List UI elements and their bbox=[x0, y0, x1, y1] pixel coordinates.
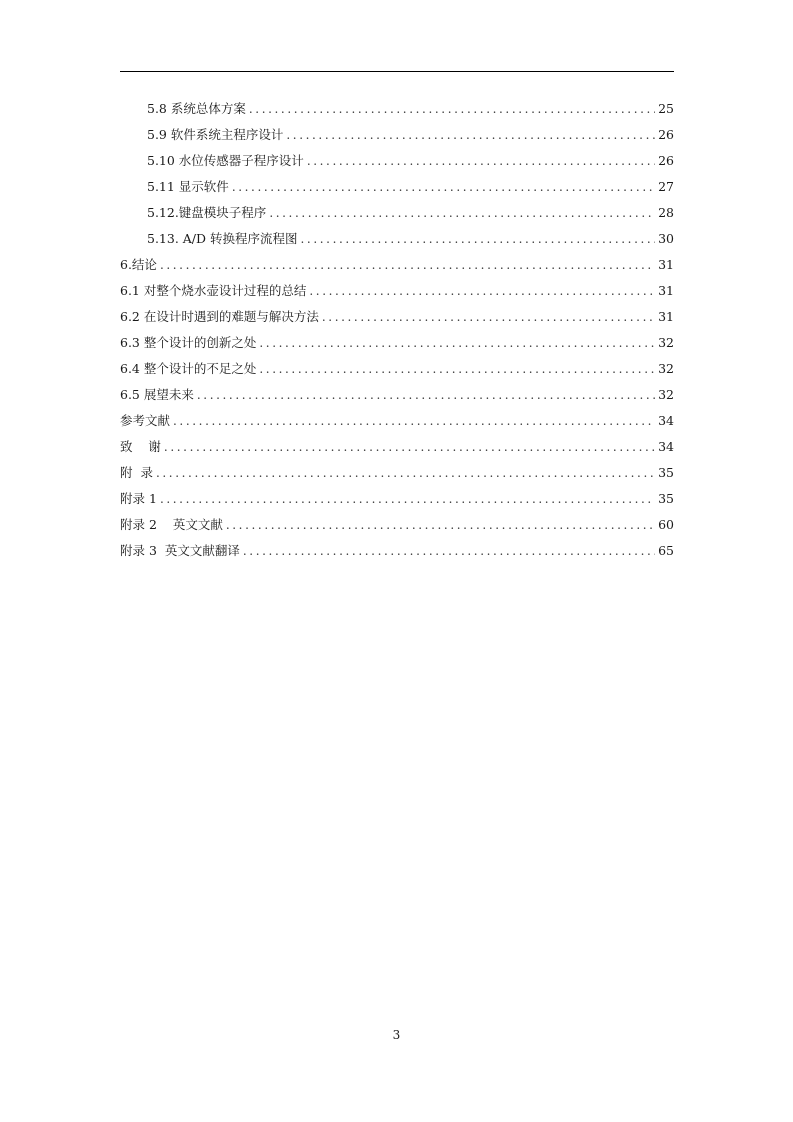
toc-entry-title: 6.3 整个设计的创新之处 bbox=[120, 335, 257, 350]
toc-entry-title: 6.2 在设计时遇到的难题与解决方法 bbox=[120, 309, 319, 324]
toc-entry-page: 31 bbox=[658, 309, 674, 324]
toc-entry-title: 6.5 展望未来 bbox=[120, 387, 194, 402]
toc-entry-title: 6.结论 bbox=[120, 257, 157, 272]
toc-entry-page: 26 bbox=[658, 153, 674, 168]
toc-entry-page: 35 bbox=[658, 491, 674, 506]
toc-entry[interactable] bbox=[120, 96, 674, 122]
toc-entry[interactable] bbox=[120, 460, 674, 486]
toc-leader-dots bbox=[156, 460, 655, 486]
toc-leader-dots bbox=[160, 252, 655, 278]
toc-leader-dots bbox=[269, 200, 655, 226]
table-of-contents bbox=[120, 96, 674, 564]
page-number: 3 bbox=[392, 1028, 401, 1042]
toc-entry[interactable] bbox=[120, 252, 674, 278]
toc-entry[interactable] bbox=[120, 512, 674, 538]
toc-entry-page: 31 bbox=[658, 257, 674, 272]
toc-entry-page: 34 bbox=[658, 439, 674, 454]
toc-entry[interactable] bbox=[120, 148, 674, 174]
toc-leader-dots bbox=[307, 148, 655, 174]
toc-entry-page: 35 bbox=[658, 465, 674, 480]
toc-entry[interactable] bbox=[120, 174, 674, 200]
toc-entry[interactable] bbox=[120, 486, 674, 512]
toc-entry-title: 5.12.键盘模块子程序 bbox=[147, 205, 267, 220]
toc-leader-dots bbox=[243, 538, 655, 564]
toc-entry-title: 5.11 显示软件 bbox=[147, 179, 229, 194]
toc-entry-page: 34 bbox=[658, 413, 674, 428]
toc-leader-dots bbox=[249, 96, 655, 122]
toc-leader-dots bbox=[197, 382, 655, 408]
toc-leader-dots bbox=[301, 226, 656, 252]
toc-entry-page: 25 bbox=[658, 101, 674, 116]
toc-leader-dots bbox=[259, 330, 655, 356]
toc-leader-dots bbox=[322, 304, 655, 330]
toc-leader-dots bbox=[164, 434, 655, 460]
toc-entry-title: 5.10 水位传感器子程序设计 bbox=[147, 153, 304, 168]
toc-entry[interactable] bbox=[120, 538, 674, 564]
toc-entry-page: 60 bbox=[658, 517, 674, 532]
toc-entry[interactable] bbox=[120, 382, 674, 408]
toc-entry-title: 附录 2 英文文献 bbox=[120, 517, 223, 532]
toc-leader-dots bbox=[259, 356, 655, 382]
toc-entry[interactable] bbox=[120, 330, 674, 356]
toc-entry-title: 6.1 对整个烧水壶设计过程的总结 bbox=[120, 283, 307, 298]
toc-entry-title: 附录 3 英文文献翻译 bbox=[120, 543, 240, 558]
toc-leader-dots bbox=[232, 174, 655, 200]
toc-entry[interactable] bbox=[120, 304, 674, 330]
toc-entry[interactable] bbox=[120, 356, 674, 382]
toc-entry-page: 28 bbox=[658, 205, 674, 220]
toc-entry-page: 32 bbox=[658, 335, 674, 350]
toc-leader-dots bbox=[226, 512, 655, 538]
toc-entry-title: 附录 1 bbox=[120, 491, 157, 506]
toc-entry-page: 30 bbox=[658, 231, 674, 246]
toc-entry-title: 5.13. A/D 转换程序流程图 bbox=[147, 231, 298, 246]
toc-leader-dots bbox=[286, 122, 655, 148]
toc-entry[interactable] bbox=[120, 226, 674, 252]
toc-entry-title: 5.9 软件系统主程序设计 bbox=[147, 127, 284, 142]
toc-entry-title: 致 谢 bbox=[120, 439, 161, 454]
toc-leader-dots bbox=[309, 278, 655, 304]
toc-entry[interactable] bbox=[120, 122, 674, 148]
toc-leader-dots bbox=[160, 486, 655, 512]
toc-entry-page: 26 bbox=[658, 127, 674, 142]
toc-entry-page: 27 bbox=[658, 179, 674, 194]
toc-entry-title: 参考文献 bbox=[120, 413, 171, 428]
toc-entry-page: 65 bbox=[658, 543, 674, 558]
toc-entry-page: 32 bbox=[658, 387, 674, 402]
toc-entry-title: 附 录 bbox=[120, 465, 153, 480]
toc-entry[interactable] bbox=[120, 278, 674, 304]
header-rule bbox=[120, 71, 674, 72]
toc-entry[interactable] bbox=[120, 434, 674, 460]
toc-entry-title: 6.4 整个设计的不足之处 bbox=[120, 361, 257, 376]
toc-entry[interactable] bbox=[120, 200, 674, 226]
toc-entry-page: 32 bbox=[658, 361, 674, 376]
toc-leader-dots bbox=[173, 408, 655, 434]
toc-entry[interactable] bbox=[120, 408, 674, 434]
toc-entry-page: 31 bbox=[658, 283, 674, 298]
toc-entry-title: 5.8 系统总体方案 bbox=[147, 101, 246, 116]
